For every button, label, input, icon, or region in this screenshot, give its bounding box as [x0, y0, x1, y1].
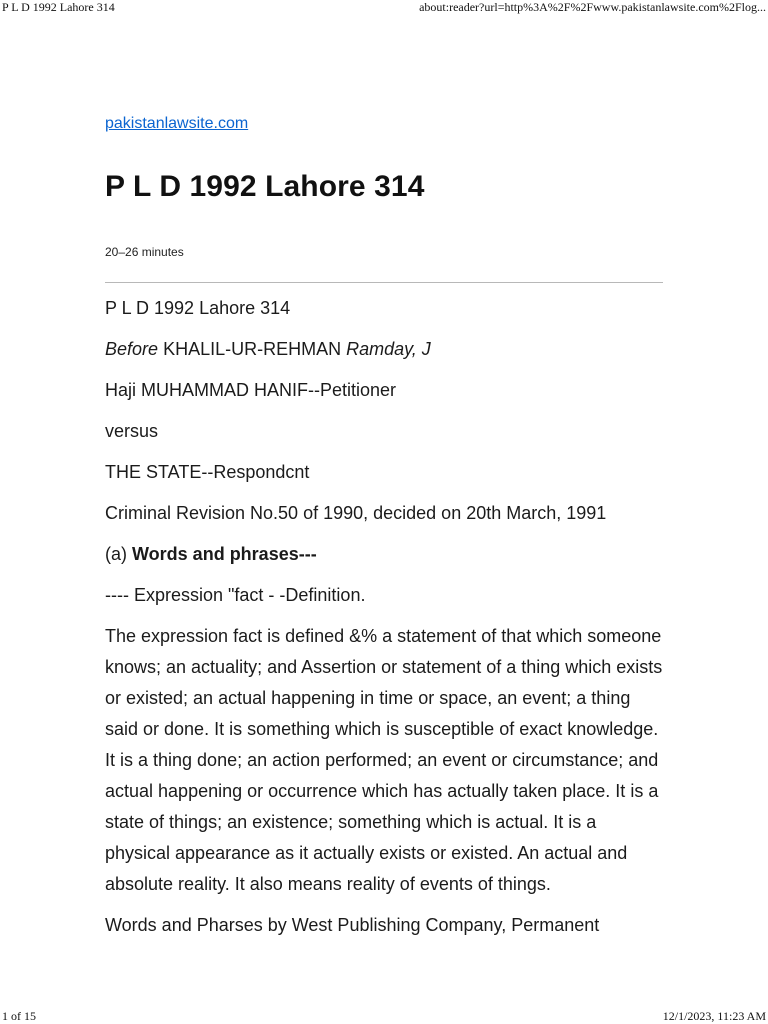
headnote-heading: Words and phrases--- — [132, 544, 317, 564]
page-counter: 1 of 15 — [2, 1009, 36, 1023]
print-footer — [0, 1009, 768, 1024]
print-datetime: 12/1/2023, 11:23 AM — [662, 1009, 766, 1023]
title-divider — [105, 282, 663, 283]
article-content — [105, 293, 663, 951]
bench-line — [105, 334, 663, 365]
reading-time: 20–26 minutes — [105, 245, 184, 259]
headnote — [105, 539, 663, 570]
case-info: Criminal Revision No.50 of 1990, decided on 20th March, 1991 — [105, 503, 607, 523]
headnote-marker: (a) — [105, 544, 127, 564]
site-link[interactable]: pakistanlawsite.com — [105, 115, 249, 132]
print-header — [0, 0, 768, 18]
petitioner: Haji MUHAMMAD HANIF--Petitioner — [105, 380, 397, 400]
versus: versus — [105, 421, 159, 441]
citation: P L D 1992 Lahore 314 — [105, 298, 291, 318]
definition-paragraph: The expression fact is defined &% a statement of that which someone knows; an actuality; and Assertion or statement of a thing which exists or existed; an actual happening in time or space, an event; a thing said or done. It is something which is susceptible of exact knowledge. It is a thing done; an action performed; an event or circumstance; and actual happening or occurrence which has actually taken place. It is a state of things; an existence; something which is actual. It is a physical appearance as it actually exists or existed. An actual and absolute reality. It also means reality of events of things. — [105, 626, 663, 894]
print-url: about:reader?url=http%3A%2F%2Fwww.pakistanlawsite.com%2Flog... — [419, 0, 766, 14]
expression-line: ---- Expression "fact - -Definition. — [105, 585, 366, 605]
article-title: P L D 1992 Lahore 314 — [105, 170, 425, 203]
print-page-title: P L D 1992 Lahore 314 — [2, 0, 115, 14]
respondent: THE STATE--Respondcnt — [105, 462, 310, 482]
before-word: Before — [105, 339, 159, 359]
judge-suffix: Ramday, J — [346, 339, 431, 359]
source-line: Words and Pharses by West Publishing Company, Permanent — [105, 915, 600, 935]
judge-name: KHALIL-UR-REHMAN — [163, 339, 342, 359]
